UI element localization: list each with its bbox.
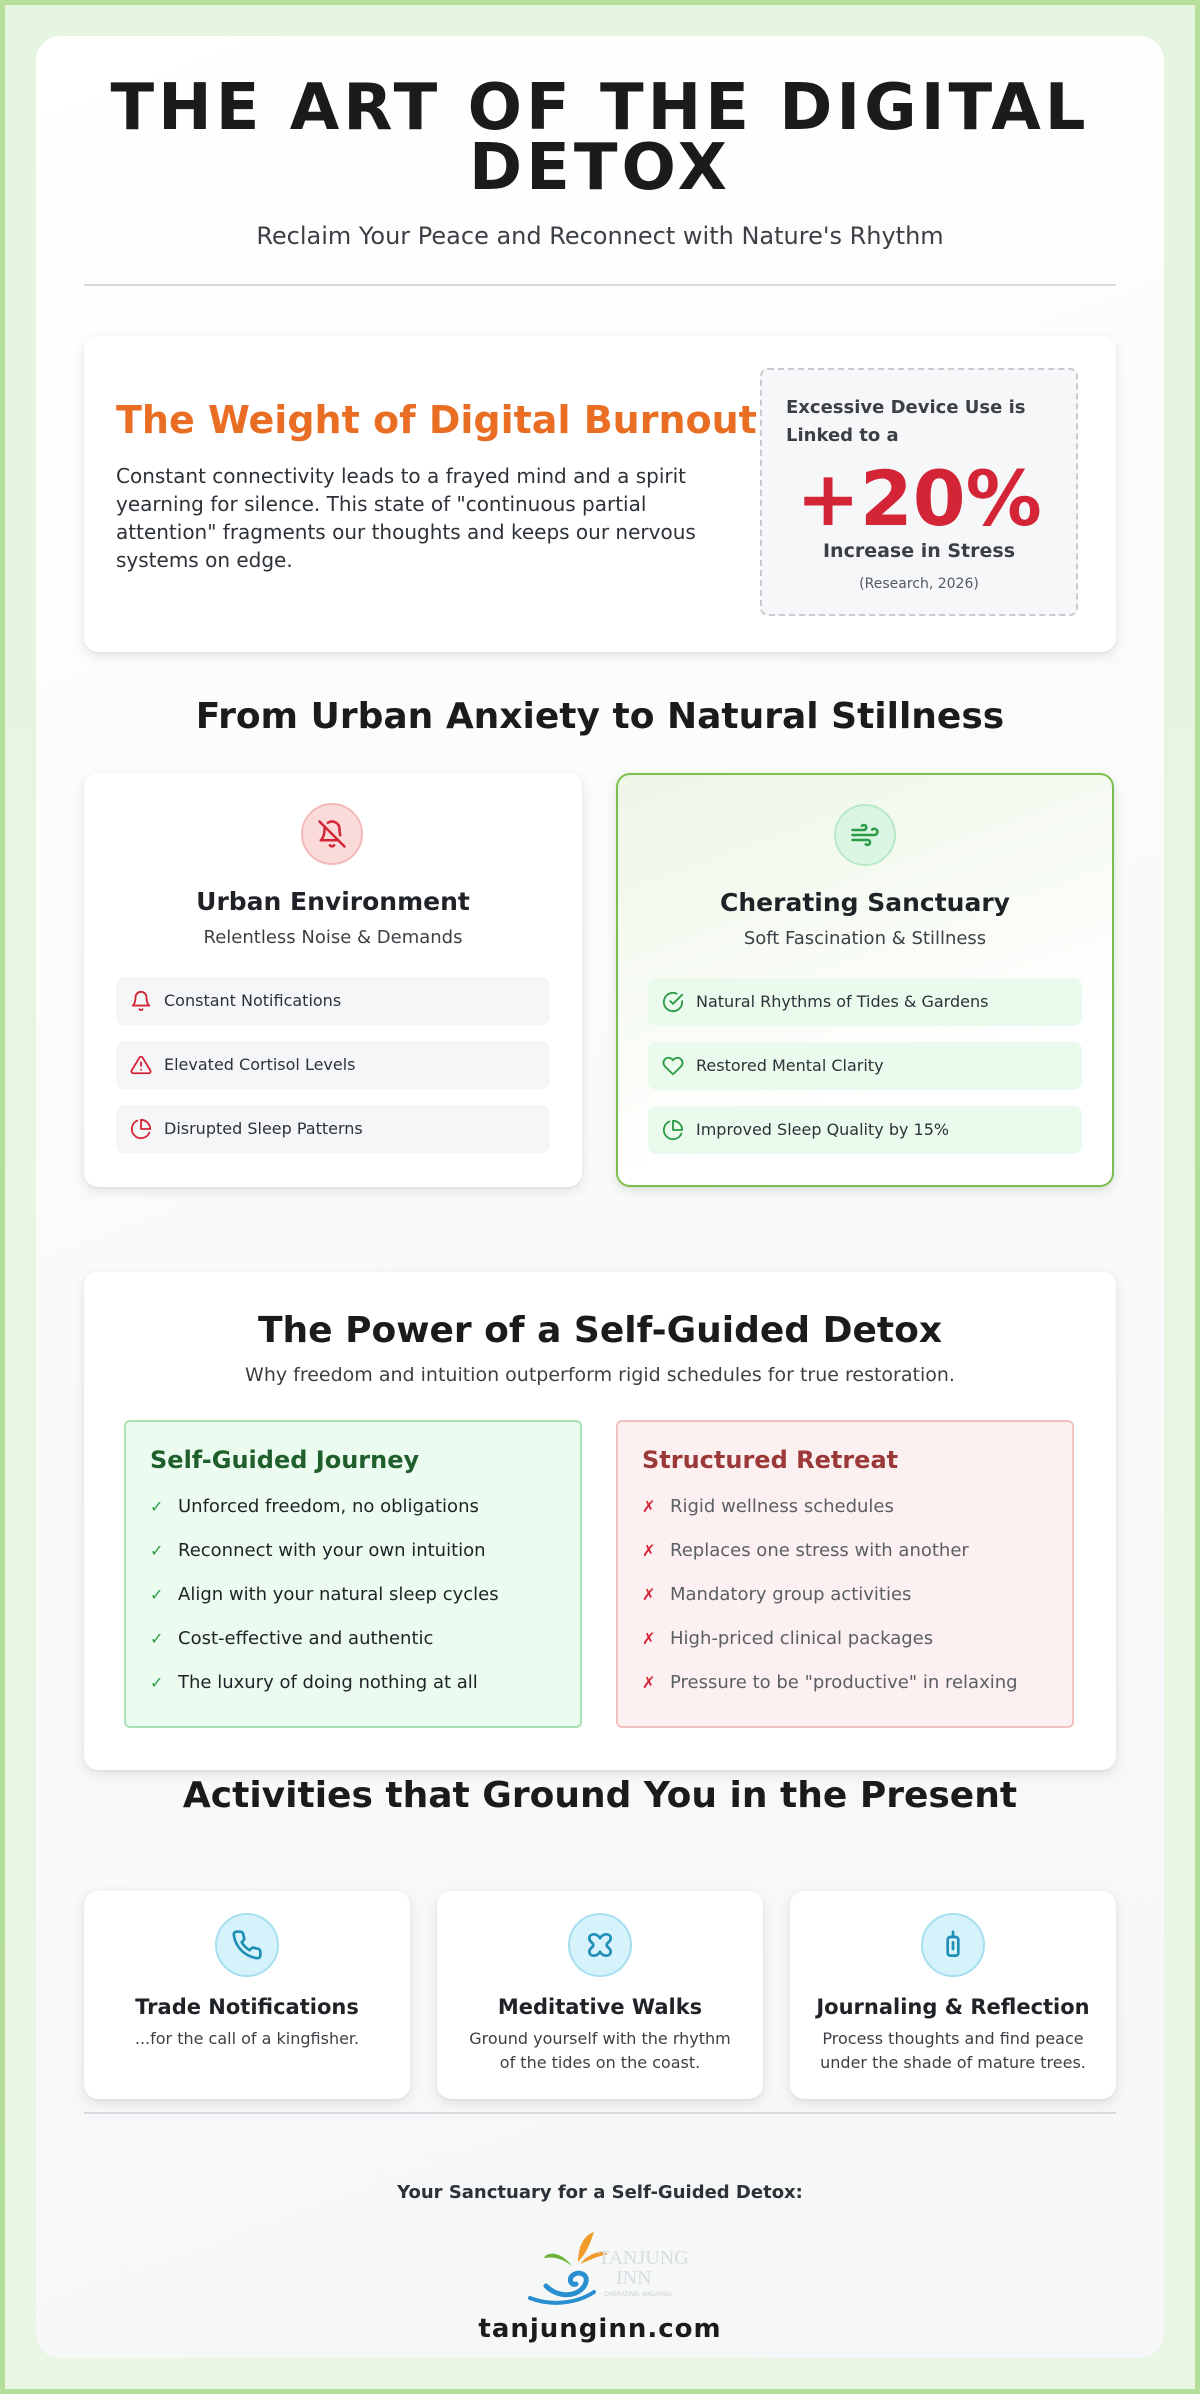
list-item [150,1584,499,1605]
item-label: Elevated Cortisol Levels [164,1055,356,1074]
list-item [648,978,1082,1026]
warning-triangle-icon [130,1054,152,1076]
divider [84,2112,1116,2114]
activity-title: Meditative Walks [497,1995,703,2019]
list-item [150,1540,486,1561]
stat-value: +20% [796,454,1042,543]
bell-icon [130,990,152,1012]
list-item [150,1496,479,1517]
cross-mark-icon: ✗ [642,1497,656,1516]
pie-chart-icon [662,1119,684,1141]
stat-source: (Research, 2026) [859,576,979,592]
bell-off-icon [301,803,363,865]
list-item [642,1540,969,1561]
list-item [116,1105,550,1153]
item-label: Unforced freedom, no obligations [178,1496,479,1517]
sanctuary-card [616,773,1114,1187]
pie-chart-icon [130,1118,152,1140]
item-label: High-priced clinical packages [670,1628,934,1649]
stress-stat-box [760,368,1078,616]
burnout-body: Constant connectivity leads to a frayed mind and a spirit yearning for silence. This state of "continuous partial attention" fragments our thoughts and keeps our nervous systems on edge. [116,464,696,572]
cross-mark-icon: ✗ [642,1629,656,1648]
power-heading: The Power of a Self-Guided Detox [257,1310,943,1351]
item-label: Mandatory group activities [670,1584,912,1605]
activity-title: Trade Notifications [135,1995,359,2019]
stat-lead: Excessive Device Use is Linked to a [786,397,1026,446]
activity-desc: ...for the call of a kingfisher. [134,2029,360,2048]
list-item [116,1041,550,1089]
tanjung-inn-logo [516,2222,689,2312]
list-item [642,1672,1018,1693]
svg-text:INN: INN [616,2267,652,2289]
stat-label: Increase in Stress [822,540,1016,562]
cross-mark-icon: ✗ [642,1585,656,1604]
burnout-card [84,336,1116,652]
activity-desc: Process thoughts and find peace under the shade of mature trees. [820,2029,1086,2072]
heart-icon [662,1055,684,1077]
lantern-icon [921,1913,985,1977]
item-label: Align with your natural sleep cycles [178,1584,499,1605]
item-label: Natural Rhythms of Tides & Gardens [696,992,989,1011]
list-item [116,977,550,1025]
item-label: Constant Notifications [164,991,342,1010]
power-card [84,1272,1116,1770]
activities-heading: Activities that Ground You in the Present [182,1775,1018,1816]
list-item [648,1042,1082,1090]
infographic-page [36,36,1164,2358]
website-link[interactable]: tanjunginn.com [478,2314,722,2344]
structured-retreat-title: Structured Retreat [642,1446,899,1474]
check-mark-icon: ✓ [150,1541,164,1560]
cross-mark-icon: ✗ [642,1673,656,1692]
svg-text:CHERATING, MALAYSIA: CHERATING, MALAYSIA [604,2292,672,2298]
activity-card [790,1891,1116,2099]
item-label: Replaces one stress with another [670,1540,969,1561]
list-item [150,1672,478,1693]
burnout-heading: The Weight of Digital Burnout [116,398,757,442]
item-label: Rigid wellness schedules [670,1496,894,1517]
list-item [648,1106,1082,1154]
self-guided-title: Self-Guided Journey [150,1446,420,1474]
item-label: Disrupted Sleep Patterns [164,1119,363,1138]
activity-title: Journaling & Reflection [816,1995,1090,2019]
check-mark-icon: ✓ [150,1585,164,1604]
list-item [642,1496,894,1517]
activity-card [84,1891,410,2099]
item-label: Improved Sleep Quality by 15% [696,1120,950,1139]
check-mark-icon: ✓ [150,1497,164,1516]
check-circle-icon [662,991,684,1013]
self-guided-column [124,1420,582,1728]
page-title: THE ART OF THE DIGITAL DETOX [110,71,1090,205]
phone-icon [215,1913,279,1977]
urban-subtitle: Relentless Noise & Demands [203,927,463,948]
svg-text:TANJUNG: TANJUNG [598,2247,689,2269]
sanctuary-title: Cherating Sanctuary [720,888,1010,917]
item-label: Pressure to be "productive" in relaxing [670,1672,1018,1693]
urban-card [84,773,582,1187]
item-label: Reconnect with your own intuition [178,1540,486,1561]
cross-mark-icon: ✗ [642,1541,656,1560]
check-mark-icon: ✓ [150,1673,164,1692]
structured-retreat-column [616,1420,1074,1728]
activity-desc: Ground yourself with the rhythm of the tides on the coast. [469,2029,731,2072]
sanctuary-subtitle: Soft Fascination & Stillness [743,928,987,949]
knot-icon [568,1913,632,1977]
activity-card [437,1891,763,2099]
list-item [642,1628,933,1649]
list-item [642,1584,911,1605]
check-mark-icon: ✓ [150,1629,164,1648]
power-subtitle: Why freedom and intuition outperform rigid schedules for true restoration. [245,1364,955,1386]
item-label: Restored Mental Clarity [696,1056,884,1075]
item-label: The luxury of doing nothing at all [178,1672,478,1693]
contrast-heading: From Urban Anxiety to Natural Stillness [195,696,1005,737]
wind-icon [834,804,896,866]
divider [84,284,1116,286]
page-subtitle: Reclaim Your Peace and Reconnect with Nature's Rhythm [256,222,944,250]
footer-label: Your Sanctuary for a Self-Guided Detox: [397,2182,803,2203]
list-item [150,1628,433,1649]
item-label: Cost-effective and authentic [178,1628,434,1649]
urban-title: Urban Environment [196,887,470,916]
